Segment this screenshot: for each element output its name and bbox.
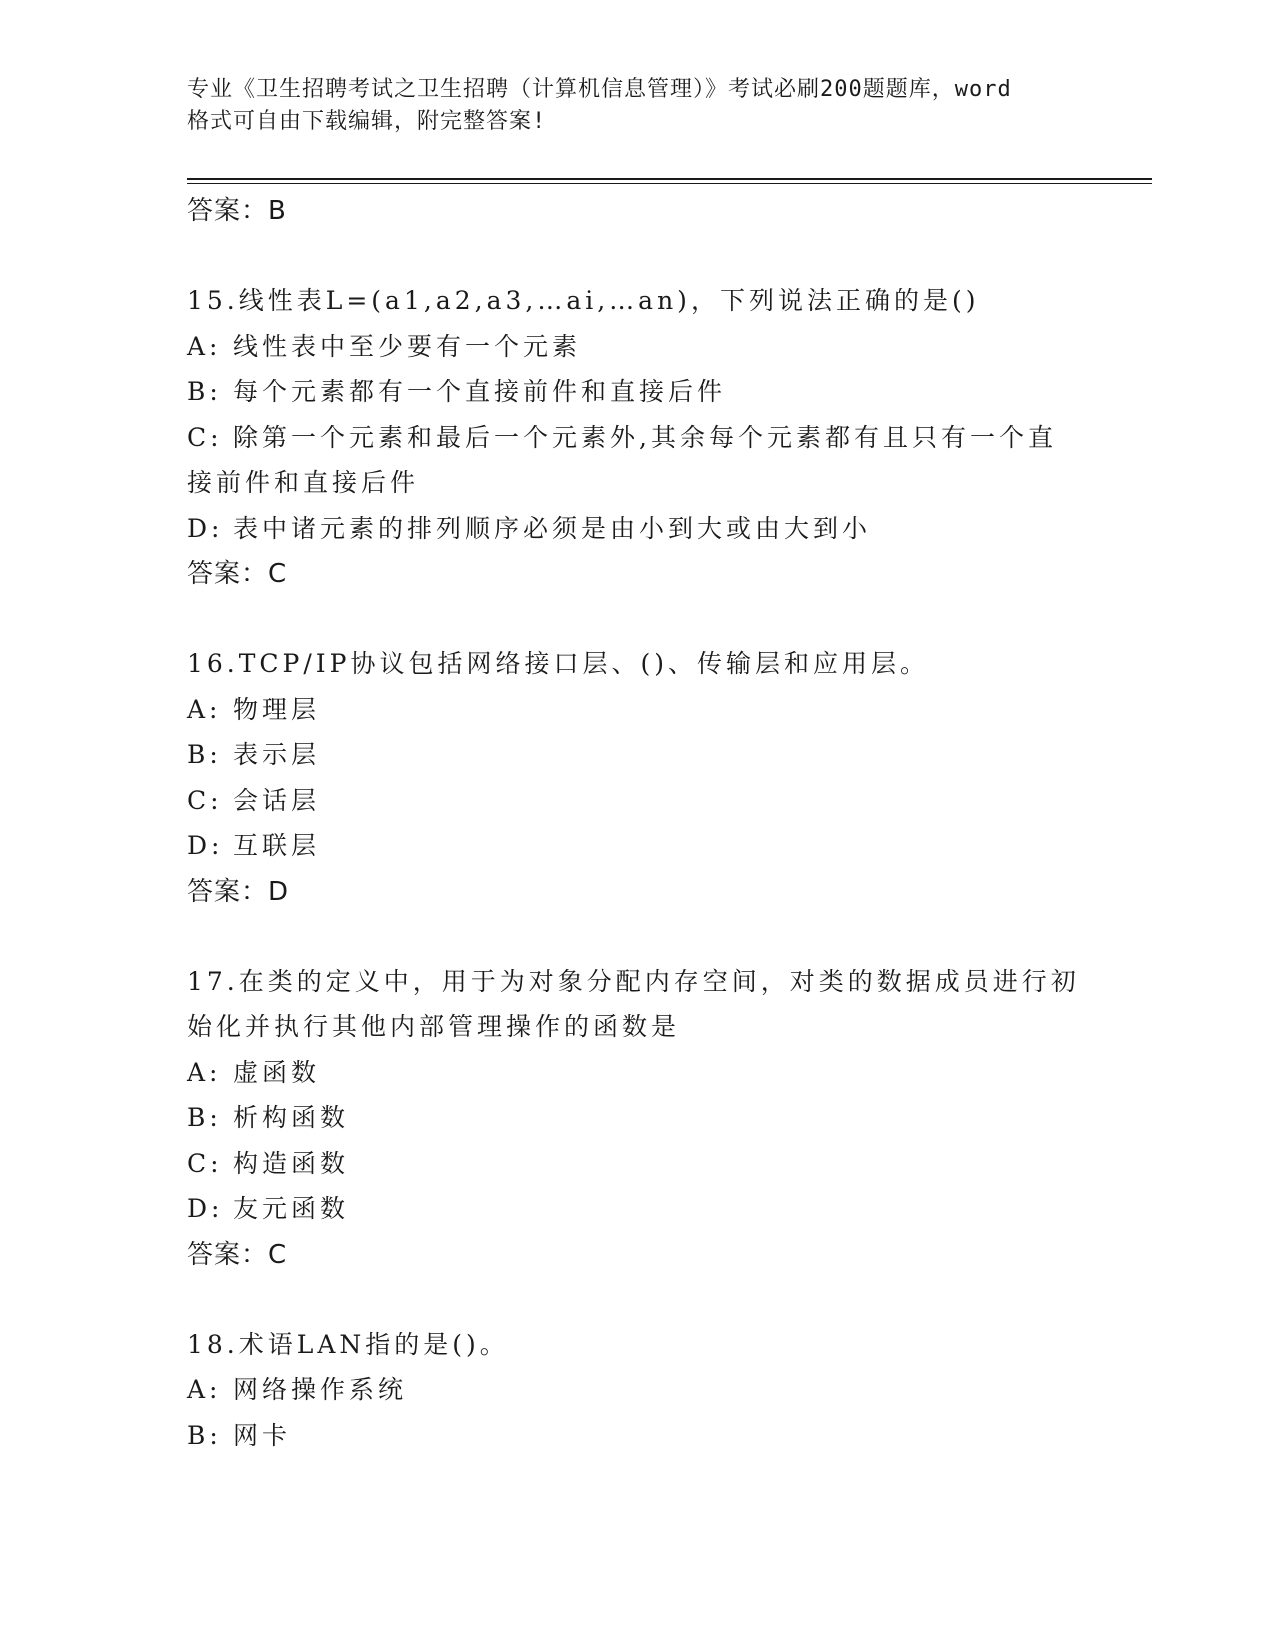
header-line-1: 专业《卫生招聘考试之卫生招聘（计算机信息管理）》考试必刷200题题库，word (187, 77, 1012, 102)
option-line (187, 324, 1147, 370)
question-block (187, 641, 1147, 915)
option-line (187, 1413, 1147, 1459)
option-letter: A: (187, 331, 222, 361)
option-letter: C: (187, 422, 223, 452)
option-text: 友元函数 (233, 1194, 350, 1223)
option-text: 表示层 (233, 740, 321, 769)
option-letter: B: (187, 740, 222, 769)
option-letter: A: (187, 694, 222, 724)
option-line (187, 1095, 1147, 1141)
option-text: 析构函数 (233, 1103, 350, 1132)
option-text: 构造函数 (233, 1148, 350, 1178)
option-line (187, 506, 1147, 552)
option-letter: B: (187, 1103, 222, 1132)
option-line (187, 460, 1147, 506)
answer-line: 答案：C (187, 1239, 288, 1270)
option-line (187, 687, 1147, 733)
question-text: 18.术语LAN指的是()。 (187, 1329, 509, 1359)
header-rule-thick (187, 178, 1152, 180)
option-letter: C: (187, 1148, 223, 1178)
option-letter: C: (187, 785, 223, 815)
question-text: 16.TCP/IP协议包括网络接口层、()、传输层和应用层。 (187, 649, 930, 678)
option-text: 接前件和直接后件 (187, 468, 420, 497)
option-line (187, 369, 1147, 415)
option-letter: B: (187, 377, 222, 406)
question-text: 15.线性表L=(a1,a2,a3,…ai,…an)，下列说法正确的是() (187, 286, 980, 315)
option-text: 线性表中至少要有一个元素 (233, 331, 582, 361)
option-text: 网卡 (233, 1420, 292, 1450)
option-line (187, 732, 1147, 778)
option-letter: B: (187, 1420, 222, 1450)
answer-line: 答案：B (187, 196, 287, 226)
question-block (187, 1322, 1147, 1459)
question-text: 始化并执行其他内部管理操作的函数是 (187, 1012, 681, 1041)
option-line (187, 823, 1147, 869)
option-text: 虚函数 (233, 1057, 321, 1087)
option-line (187, 1186, 1147, 1232)
option-letter: D: (187, 831, 224, 860)
option-text: 物理层 (233, 694, 321, 724)
header-rule-thin (187, 183, 1152, 184)
option-text: 每个元素都有一个直接前件和直接后件 (233, 377, 727, 406)
answer-line: 答案：C (187, 559, 288, 589)
question-text: 17.在类的定义中，用于为对象分配内存空间，对类的数据成员进行初 (187, 966, 1080, 996)
header-line-2: 格式可自由下载编辑，附完整答案! (187, 109, 547, 134)
question-block (187, 278, 1147, 597)
option-text: 互联层 (233, 831, 321, 860)
option-line (187, 1050, 1147, 1096)
option-line (187, 778, 1147, 824)
option-line (187, 1367, 1147, 1413)
option-text: 网络操作系统 (233, 1375, 408, 1404)
document-header (187, 74, 1087, 138)
option-letter: A: (187, 1375, 222, 1404)
answer-line: 答案：D (187, 876, 290, 907)
option-letter: D: (187, 513, 224, 543)
option-line (187, 415, 1147, 461)
question-list (187, 188, 1147, 1458)
option-letter: A: (187, 1057, 222, 1087)
option-letter: D: (187, 1194, 224, 1223)
option-line (187, 1141, 1147, 1187)
question-block (187, 959, 1147, 1278)
option-text: 除第一个元素和最后一个元素外,其余每个元素都有且只有一个直 (233, 422, 1057, 452)
option-text: 会话层 (233, 785, 321, 815)
option-text: 表中诸元素的排列顺序必须是由小到大或由大到小 (233, 513, 872, 543)
